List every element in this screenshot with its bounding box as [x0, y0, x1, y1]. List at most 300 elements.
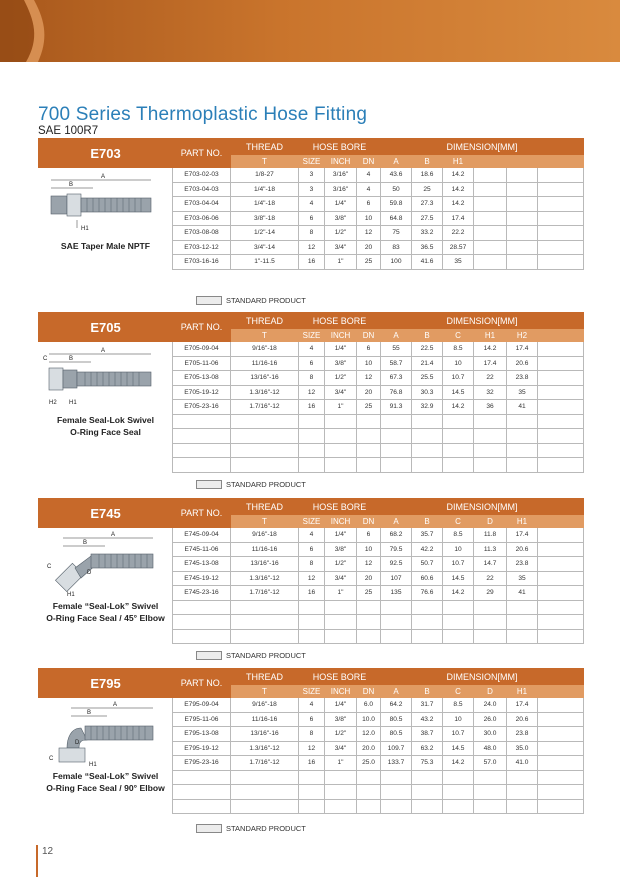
- dimension-col-header: B: [412, 155, 443, 168]
- fitting-name: Female “Seal-Lok” Swivel: [52, 601, 159, 611]
- spec-cell: [443, 443, 474, 458]
- spec-cell: [507, 197, 538, 212]
- spec-cell: 91.3: [381, 400, 412, 415]
- spec-cell: [412, 600, 443, 615]
- spec-cell: [299, 429, 325, 444]
- thread-header: THREAD: [231, 139, 299, 155]
- part-number-cell: E703-16-16: [173, 255, 231, 270]
- spec-cell: 68.2: [381, 528, 412, 543]
- part-number-cell: [173, 443, 231, 458]
- spec-cell: 29: [474, 586, 507, 601]
- spec-cell: [538, 443, 584, 458]
- spec-cell: 11.3: [474, 542, 507, 557]
- spec-cell: 36.5: [412, 240, 443, 255]
- spec-cell: [231, 458, 299, 473]
- spec-cell: 8.5: [443, 698, 474, 713]
- spec-cell: 1.7/16"-12: [231, 400, 299, 415]
- spec-cell: 8: [299, 371, 325, 386]
- spec-cell: [474, 785, 507, 800]
- spec-cell: [299, 770, 325, 785]
- spec-cell: 6: [299, 211, 325, 226]
- spec-cell: 10: [357, 356, 381, 371]
- spec-table: [38, 498, 584, 644]
- svg-text:B: B: [68, 356, 73, 362]
- dimension-col-header: H1: [474, 329, 507, 342]
- part-number-cell: [173, 770, 231, 785]
- spec-cell: [538, 756, 584, 771]
- part-number-cell: E745-23-16: [173, 586, 231, 601]
- part-number-cell: E745-19-12: [173, 571, 231, 586]
- spec-cell: 17.4: [507, 342, 538, 357]
- svg-text:A: A: [100, 174, 105, 180]
- spec-cell: [474, 429, 507, 444]
- spec-cell: 67.3: [381, 371, 412, 386]
- spec-cell: 8: [299, 226, 325, 241]
- spec-cell: [412, 785, 443, 800]
- legend-swatch: [196, 296, 222, 305]
- svg-text:D: D: [86, 570, 91, 576]
- spec-cell: [325, 770, 357, 785]
- part-number-cell: [173, 429, 231, 444]
- spec-cell: 35.7: [412, 528, 443, 543]
- model-code: E703: [39, 139, 173, 168]
- spec-cell: [538, 712, 584, 727]
- part-number-cell: [173, 785, 231, 800]
- spec-cell: 23.8: [507, 371, 538, 386]
- spec-cell: 10.7: [443, 371, 474, 386]
- part-number-cell: E703-08-08: [173, 226, 231, 241]
- spec-cell: 20.6: [507, 356, 538, 371]
- fitting-illustration-cell: [39, 698, 173, 814]
- fitting-illustration-cell: [39, 342, 173, 473]
- spec-cell: 35: [443, 255, 474, 270]
- spec-cell: [538, 586, 584, 601]
- dimension-col-header: B: [412, 515, 443, 528]
- dimension-col-header: [538, 515, 584, 528]
- spec-cell: [538, 255, 584, 270]
- model-code: E705: [39, 313, 173, 342]
- spec-cell: 16: [299, 756, 325, 771]
- spec-cell: 27.5: [412, 211, 443, 226]
- spec-cell: [381, 429, 412, 444]
- dimension-col-header: [507, 155, 538, 168]
- spec-cell: [231, 615, 299, 630]
- dimension-col-header: D: [474, 685, 507, 698]
- part-number-cell: E705-23-16: [173, 400, 231, 415]
- thread-header: THREAD: [231, 499, 299, 515]
- spec-cell: 11/16-16: [231, 356, 299, 371]
- spec-cell: [538, 799, 584, 814]
- part-number-cell: E705-09-04: [173, 342, 231, 357]
- part-number-cell: E705-11-06: [173, 356, 231, 371]
- spec-cell: 32: [474, 385, 507, 400]
- spec-cell: [325, 600, 357, 615]
- part-no-header: PART NO.: [173, 499, 231, 528]
- spec-cell: [474, 226, 507, 241]
- dimension-col-header: C: [443, 329, 474, 342]
- spec-cell: [507, 240, 538, 255]
- spec-cell: 1.7/16"-12: [231, 586, 299, 601]
- part-number-cell: E745-13-08: [173, 557, 231, 572]
- spec-cell: [443, 785, 474, 800]
- spec-cell: 33.2: [412, 226, 443, 241]
- spec-cell: [538, 557, 584, 572]
- spec-cell: 1": [325, 400, 357, 415]
- spec-cell: [325, 785, 357, 800]
- spec-cell: [231, 600, 299, 615]
- svg-text:A: A: [110, 532, 115, 538]
- spec-cell: 50.7: [412, 557, 443, 572]
- spec-cell: 1/4": [325, 342, 357, 357]
- spec-cell: 63.2: [412, 741, 443, 756]
- fitting-diagram: [41, 528, 171, 598]
- spec-cell: [381, 458, 412, 473]
- spec-cell: 14.7: [474, 557, 507, 572]
- spec-cell: [443, 458, 474, 473]
- part-number-cell: E703-04-04: [173, 197, 231, 212]
- spec-cell: [507, 168, 538, 183]
- spec-cell: 107: [381, 571, 412, 586]
- spec-cell: [412, 629, 443, 644]
- svg-text:H1: H1: [80, 226, 89, 232]
- spec-cell: [507, 615, 538, 630]
- spec-cell: 1/4": [325, 698, 357, 713]
- spec-cell: [538, 615, 584, 630]
- spec-cell: 1/4"-18: [231, 197, 299, 212]
- standard-product-legend: [196, 296, 306, 305]
- spec-cell: [231, 770, 299, 785]
- spec-cell: 48.0: [474, 741, 507, 756]
- spec-cell: 24.0: [474, 698, 507, 713]
- spec-cell: [299, 600, 325, 615]
- spec-cell: 1.3/16"-12: [231, 571, 299, 586]
- spec-cell: [357, 429, 381, 444]
- dn-header: DN: [357, 685, 381, 698]
- fitting-figure: [39, 698, 173, 794]
- fitting-figure: [39, 528, 173, 624]
- spec-cell: [474, 615, 507, 630]
- spec-cell: 3/4": [325, 385, 357, 400]
- spec-cell: 1/2": [325, 557, 357, 572]
- spec-cell: 6: [299, 712, 325, 727]
- spec-cell: [412, 770, 443, 785]
- hose-bore-header: HOSE BORE: [299, 139, 381, 155]
- spec-cell: [381, 770, 412, 785]
- spec-cell: 26.0: [474, 712, 507, 727]
- spec-cell: 3: [299, 182, 325, 197]
- size-header: SIZE: [299, 329, 325, 342]
- spec-cell: 14.2: [443, 182, 474, 197]
- spec-cell: [299, 414, 325, 429]
- inch-header: INCH: [325, 155, 357, 168]
- spec-cell: 25: [357, 400, 381, 415]
- spec-cell: [357, 615, 381, 630]
- spec-cell: [474, 629, 507, 644]
- spec-cell: 3/16": [325, 168, 357, 183]
- dimension-col-header: H2: [507, 329, 538, 342]
- part-number-cell: [173, 458, 231, 473]
- spec-section-e795: [38, 668, 583, 814]
- svg-text:B: B: [68, 182, 73, 188]
- spec-cell: 12.0: [357, 727, 381, 742]
- spec-cell: [507, 182, 538, 197]
- dimension-header: DIMENSION[MM]: [381, 139, 584, 155]
- spec-cell: 14.2: [474, 342, 507, 357]
- spec-cell: [357, 458, 381, 473]
- spec-cell: 12: [357, 226, 381, 241]
- spec-cell: 6: [299, 356, 325, 371]
- spec-cell: 17.4: [443, 211, 474, 226]
- table-row: [39, 698, 584, 713]
- spec-section-e745: [38, 498, 583, 644]
- spec-cell: 20.0: [357, 741, 381, 756]
- dimension-col-header: H1: [507, 515, 538, 528]
- spec-cell: 14.2: [443, 168, 474, 183]
- spec-cell: [381, 414, 412, 429]
- spec-cell: 4: [357, 182, 381, 197]
- spec-cell: [538, 458, 584, 473]
- spec-cell: [538, 414, 584, 429]
- spec-section-e703: [38, 138, 583, 270]
- dimension-col-header: C: [443, 515, 474, 528]
- spec-cell: 22: [474, 571, 507, 586]
- svg-text:H1: H1: [68, 400, 77, 406]
- spec-cell: [507, 255, 538, 270]
- spec-cell: 3/4": [325, 240, 357, 255]
- spec-cell: 20: [357, 240, 381, 255]
- spec-cell: [299, 443, 325, 458]
- svg-text:B: B: [82, 540, 87, 546]
- spec-cell: 20.6: [507, 712, 538, 727]
- spec-cell: [474, 443, 507, 458]
- part-number-cell: E703-02-03: [173, 168, 231, 183]
- spec-cell: [412, 799, 443, 814]
- dn-header: DN: [357, 155, 381, 168]
- spec-cell: [507, 600, 538, 615]
- spec-cell: [538, 571, 584, 586]
- spec-cell: [231, 799, 299, 814]
- spec-cell: 3/8"-18: [231, 211, 299, 226]
- spec-cell: 35: [507, 385, 538, 400]
- spec-cell: [412, 458, 443, 473]
- spec-cell: [538, 741, 584, 756]
- spec-cell: 1": [325, 586, 357, 601]
- dimension-col-header: B: [412, 329, 443, 342]
- spec-cell: 12: [357, 557, 381, 572]
- svg-text:H1: H1: [66, 592, 75, 598]
- spec-cell: 14.2: [443, 756, 474, 771]
- spec-cell: [325, 429, 357, 444]
- spec-cell: [538, 371, 584, 386]
- spec-cell: [381, 785, 412, 800]
- spec-cell: [507, 785, 538, 800]
- spec-cell: 27.3: [412, 197, 443, 212]
- spec-cell: 14.5: [443, 741, 474, 756]
- spec-cell: 3/4"-14: [231, 240, 299, 255]
- spec-cell: [538, 168, 584, 183]
- banner-swoosh-graphic: [0, 0, 620, 62]
- spec-cell: 3/4": [325, 741, 357, 756]
- spec-cell: 10: [443, 712, 474, 727]
- spec-cell: 31.7: [412, 698, 443, 713]
- spec-cell: [538, 770, 584, 785]
- spec-cell: 14.2: [443, 400, 474, 415]
- fitting-figure: [39, 168, 173, 252]
- spec-cell: [443, 770, 474, 785]
- page-number: 12: [42, 846, 54, 857]
- standard-product-legend: [196, 824, 306, 833]
- spec-cell: 12: [299, 385, 325, 400]
- dimension-col-header: [538, 155, 584, 168]
- spec-cell: [538, 211, 584, 226]
- header-banner: [0, 0, 620, 62]
- dimension-col-header: A: [381, 329, 412, 342]
- fitting-name: SAE Taper Male NPTF: [60, 241, 151, 251]
- spec-cell: [412, 443, 443, 458]
- spec-cell: [507, 629, 538, 644]
- spec-cell: 36: [474, 400, 507, 415]
- spec-cell: [231, 414, 299, 429]
- spec-cell: [507, 799, 538, 814]
- part-number-cell: E703-06-06: [173, 211, 231, 226]
- spec-cell: [299, 615, 325, 630]
- spec-cell: 55: [381, 342, 412, 357]
- spec-cell: 4: [299, 342, 325, 357]
- spec-cell: 17.4: [507, 698, 538, 713]
- spec-cell: 6: [299, 542, 325, 557]
- spec-cell: [474, 414, 507, 429]
- spec-cell: 23.8: [507, 727, 538, 742]
- t-header: T: [231, 155, 299, 168]
- dimension-header: DIMENSION[MM]: [381, 313, 584, 329]
- spec-cell: [507, 458, 538, 473]
- spec-cell: 35: [507, 571, 538, 586]
- spec-cell: 18.6: [412, 168, 443, 183]
- table-row: [39, 168, 584, 183]
- part-no-header: PART NO.: [173, 139, 231, 168]
- dimension-col-header: A: [381, 155, 412, 168]
- legend-swatch: [196, 824, 222, 833]
- spec-cell: [357, 414, 381, 429]
- spec-cell: [538, 698, 584, 713]
- page-subtitle: SAE 100R7: [38, 125, 99, 137]
- spec-cell: 58.7: [381, 356, 412, 371]
- spec-cell: 16: [299, 586, 325, 601]
- fitting-diagram: [41, 168, 171, 238]
- part-no-header: PART NO.: [173, 313, 231, 342]
- spec-cell: 80.5: [381, 712, 412, 727]
- spec-cell: 4: [299, 698, 325, 713]
- spec-cell: [538, 342, 584, 357]
- inch-header: INCH: [325, 329, 357, 342]
- spec-cell: [443, 799, 474, 814]
- spec-table: [38, 668, 584, 814]
- spec-cell: [538, 182, 584, 197]
- spec-cell: 32.9: [412, 400, 443, 415]
- size-header: SIZE: [299, 515, 325, 528]
- fitting-name: O-Ring Face Seal / 90° Elbow: [46, 783, 165, 793]
- spec-cell: 8.5: [443, 342, 474, 357]
- legend-label: STANDARD PRODUCT: [226, 824, 306, 833]
- svg-text:H2: H2: [48, 400, 57, 406]
- spec-cell: 22.5: [412, 342, 443, 357]
- fitting-diagram: [41, 698, 171, 768]
- spec-cell: 64.2: [381, 698, 412, 713]
- spec-cell: 22: [474, 371, 507, 386]
- spec-cell: 3/8": [325, 542, 357, 557]
- spec-cell: 109.7: [381, 741, 412, 756]
- spec-cell: 41.6: [412, 255, 443, 270]
- dimension-col-header: A: [381, 685, 412, 698]
- spec-cell: [538, 528, 584, 543]
- spec-cell: [474, 600, 507, 615]
- legend-swatch: [196, 651, 222, 660]
- spec-cell: 60.6: [412, 571, 443, 586]
- spec-cell: 75: [381, 226, 412, 241]
- part-number-cell: E705-13-08: [173, 371, 231, 386]
- spec-cell: 80.5: [381, 727, 412, 742]
- spec-cell: [412, 414, 443, 429]
- spec-cell: [357, 799, 381, 814]
- spec-cell: [299, 799, 325, 814]
- svg-text:B: B: [86, 710, 91, 716]
- spec-cell: [443, 615, 474, 630]
- spec-cell: 1"-11.5: [231, 255, 299, 270]
- spec-cell: [381, 615, 412, 630]
- spec-cell: 75.3: [412, 756, 443, 771]
- fitting-name: Female “Seal-Lok” Swivel: [52, 771, 159, 781]
- spec-cell: 3: [299, 168, 325, 183]
- t-header: T: [231, 685, 299, 698]
- spec-cell: 11/16-16: [231, 542, 299, 557]
- spec-cell: [231, 429, 299, 444]
- spec-cell: 28.57: [443, 240, 474, 255]
- spec-cell: [231, 785, 299, 800]
- dimension-header: DIMENSION[MM]: [381, 669, 584, 685]
- spec-cell: 3/8": [325, 211, 357, 226]
- dn-header: DN: [357, 515, 381, 528]
- spec-cell: [474, 255, 507, 270]
- spec-cell: 10: [443, 542, 474, 557]
- part-number-cell: E795-13-08: [173, 727, 231, 742]
- spec-cell: [538, 542, 584, 557]
- spec-section-e705: [38, 312, 583, 473]
- spec-cell: [538, 400, 584, 415]
- dimension-col-header: B: [412, 685, 443, 698]
- hose-bore-header: HOSE BORE: [299, 669, 381, 685]
- spec-cell: 25: [412, 182, 443, 197]
- part-number-cell: E745-11-06: [173, 542, 231, 557]
- dimension-col-header: [538, 329, 584, 342]
- spec-cell: 1": [325, 255, 357, 270]
- spec-cell: 57.0: [474, 756, 507, 771]
- spec-cell: 14.5: [443, 571, 474, 586]
- spec-cell: 8.5: [443, 528, 474, 543]
- spec-cell: [474, 197, 507, 212]
- spec-cell: 14.2: [443, 197, 474, 212]
- inch-header: INCH: [325, 515, 357, 528]
- spec-cell: [507, 226, 538, 241]
- spec-cell: [474, 458, 507, 473]
- fitting-name: O-Ring Face Seal / 45° Elbow: [46, 613, 165, 623]
- spec-cell: [381, 799, 412, 814]
- spec-cell: 1.7/16"-12: [231, 756, 299, 771]
- spec-cell: [507, 443, 538, 458]
- part-number-cell: E795-23-16: [173, 756, 231, 771]
- legend-label: STANDARD PRODUCT: [226, 296, 306, 305]
- spec-cell: 92.5: [381, 557, 412, 572]
- spec-cell: 14.2: [443, 586, 474, 601]
